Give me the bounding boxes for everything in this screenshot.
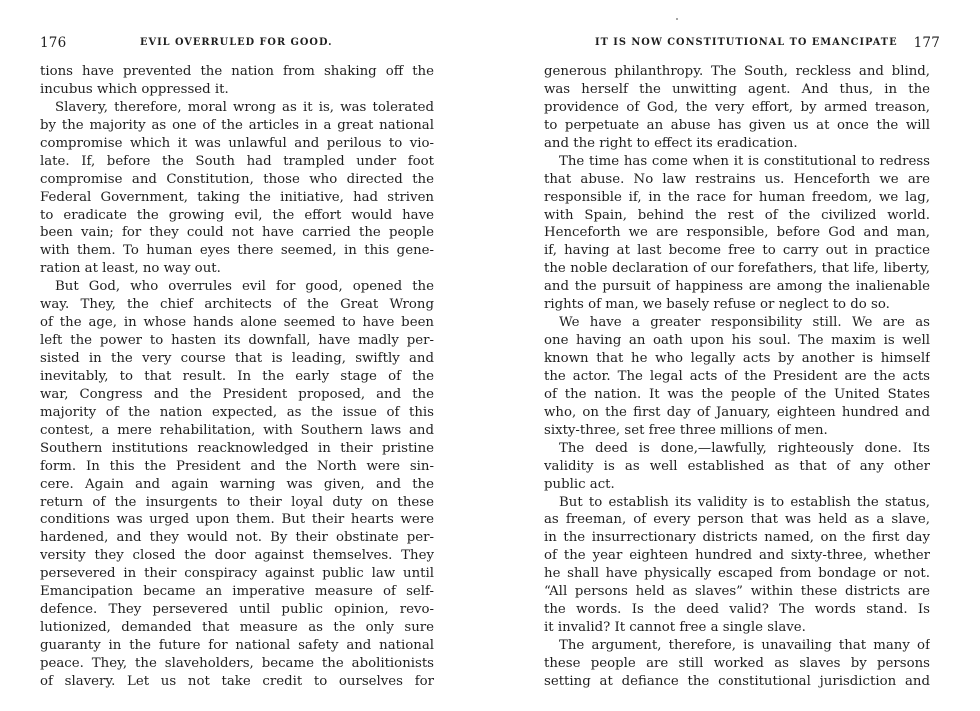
left-running-head: EVIL OVERRULED FOR GOOD. <box>140 37 333 48</box>
text-line: that abuse. No law restrains us. Henceforth we are <box>544 171 930 187</box>
text-line: guaranty in the future for national safety and national <box>40 638 434 653</box>
text-line: majority of the nation expected, as the issue of this <box>40 404 434 420</box>
text-line: form. In this the President and the North were sin- <box>40 458 434 474</box>
text-line: was herself the unwitting agent. And thus, in the <box>544 81 930 97</box>
text-line: with Spain, behind the rest of the civilized world. <box>544 207 930 223</box>
text-line: versity they closed the door against themselves. They <box>40 548 434 564</box>
text-line: inevitably, to that result. In the early stage of the <box>40 368 434 384</box>
text-line: But to establish its validity is to establish the status, <box>559 494 930 510</box>
text-line: in the insurrectionary districts named, on the first day <box>544 530 930 546</box>
text-line: by the majority as one of the articles in a great national <box>40 117 434 133</box>
text-line: been vain; for they could not have carried the people <box>40 225 434 241</box>
text-line: Emancipation became an imperative measure of self- <box>40 584 434 600</box>
text-line: sisted in the very course that is leading, swiftly and <box>40 351 434 366</box>
text-line: defence. They persevered until public opinion, revo- <box>40 602 434 618</box>
text-line: war, Congress and the President proposed, and the <box>40 386 434 402</box>
text-line: tions have prevented the nation from shaking off the <box>40 64 434 79</box>
text-line: lutionized, demanded that measure as the only sure <box>40 620 434 636</box>
right-running-head: IT IS NOW CONSTITUTIONAL TO EMANCIPATE <box>595 37 898 48</box>
text-line: with them. To human eyes there seemed, in this gene- <box>40 243 434 259</box>
text-line: conditions was urged upon them. But their hearts were <box>40 512 434 528</box>
right-page <box>490 0 980 711</box>
text-line: generous philanthropy. The South, reckless and blind, <box>544 64 930 79</box>
text-line: Southern institutions reacknowledged in their pristine <box>40 440 434 456</box>
text-line: peace. They, the slaveholders, became the abolitionists <box>40 655 434 671</box>
text-line: the actor. The legal acts of the President are the acts <box>544 368 930 384</box>
text-line: late. If, before the South had trampled under foot <box>40 153 434 169</box>
text-line: and the right to effect its eradication. <box>544 135 798 151</box>
text-line: and the pursuit of happiness are among the inalienable <box>544 279 930 295</box>
text-line: way. They, the chief architects of the Great Wrong <box>40 297 434 313</box>
text-line: he shall have physically escaped from bondage or not. <box>544 566 930 582</box>
right-page-body <box>544 63 930 691</box>
text-line: known that he who legally acts by another is himself <box>544 351 930 366</box>
text-line: if, having at last become free to carry out in practice <box>544 243 930 259</box>
text-line: the noble declaration of our forefathers, that life, liberty, <box>544 261 930 277</box>
text-line: these people are still worked as slaves by persons <box>544 655 930 671</box>
text-line: setting at defiance the constitutional jurisdiction and <box>544 673 930 689</box>
left-page-number: 176 <box>40 35 67 51</box>
text-line: responsible if, in the race for human freedom, we lag, <box>544 189 930 205</box>
text-line: Federal Government, taking the initiative, had striven <box>40 189 434 205</box>
text-line: who, on the first day of January, eighteen hundred and <box>544 404 930 420</box>
paper-speck <box>676 18 678 20</box>
text-line: left the power to hasten its downfall, have madly per- <box>40 333 434 349</box>
right-page-number: 177 <box>913 35 940 51</box>
text-line: one having an oath upon his soul. The maxim is well <box>544 333 930 349</box>
text-line: return of the insurgents to their loyal duty on these <box>40 494 434 510</box>
left-page-body <box>40 63 434 691</box>
text-line: of slavery. Let us not take credit to ourselves for <box>40 673 434 689</box>
text-line: We have a greater responsibility still. We are as <box>559 315 930 331</box>
text-line: as freeman, of every person that was held as a slave, <box>544 512 930 528</box>
text-line: sixty-three, set free three millions of men. <box>544 422 828 438</box>
text-line: validity is as well established as that of any other <box>544 458 930 474</box>
text-line: persevered in their conspiracy against public law until <box>40 566 434 582</box>
text-line: public act. <box>544 476 615 492</box>
text-line: of the age, in whose hands alone seemed to have been <box>40 315 434 331</box>
text-line: But God, who overrules evil for good, opened the <box>55 279 434 295</box>
text-line: cere. Again and again warning was given, and the <box>40 476 434 492</box>
text-line: it invalid? It cannot free a single slave. <box>544 620 806 636</box>
text-line: The time has come when it is constitutional to redress <box>559 153 930 169</box>
text-line: ration at least, no way out. <box>40 261 221 277</box>
text-line: compromise which it was unlawful and perilous to vio- <box>40 135 434 151</box>
text-line: of the nation. It was the people of the United States <box>544 386 930 402</box>
text-line: Henceforth we are responsible, before God and man, <box>544 225 930 241</box>
text-line: to perpetuate an abuse has given us at once the will <box>544 117 930 133</box>
text-line: “All persons held as slaves” within these districts are <box>544 584 930 600</box>
text-line: providence of God, the very effort, by armed treason, <box>544 99 930 115</box>
text-line: Slavery, therefore, moral wrong as it is, was tolerated <box>55 99 434 115</box>
text-line: The argument, therefore, is unavailing that many of <box>559 638 930 653</box>
text-line: the words. Is the deed valid? The words stand. Is <box>544 602 930 618</box>
text-line: of the year eighteen hundred and sixty-three, whether <box>544 548 930 564</box>
text-line: hardened, and they would not. By their obstinate per- <box>40 530 434 546</box>
text-line: compromise and Constitution, those who directed the <box>40 171 434 187</box>
text-line: The deed is done,—lawfully, righteously done. Its <box>559 440 930 456</box>
text-line: contest, a mere rehabilitation, with Southern laws and <box>40 422 434 438</box>
text-line: incubus which oppressed it. <box>40 81 229 97</box>
text-line: to eradicate the growing evil, the effort would have <box>40 207 434 223</box>
text-line: rights of man, we basely refuse or neglect to do so. <box>544 297 890 313</box>
